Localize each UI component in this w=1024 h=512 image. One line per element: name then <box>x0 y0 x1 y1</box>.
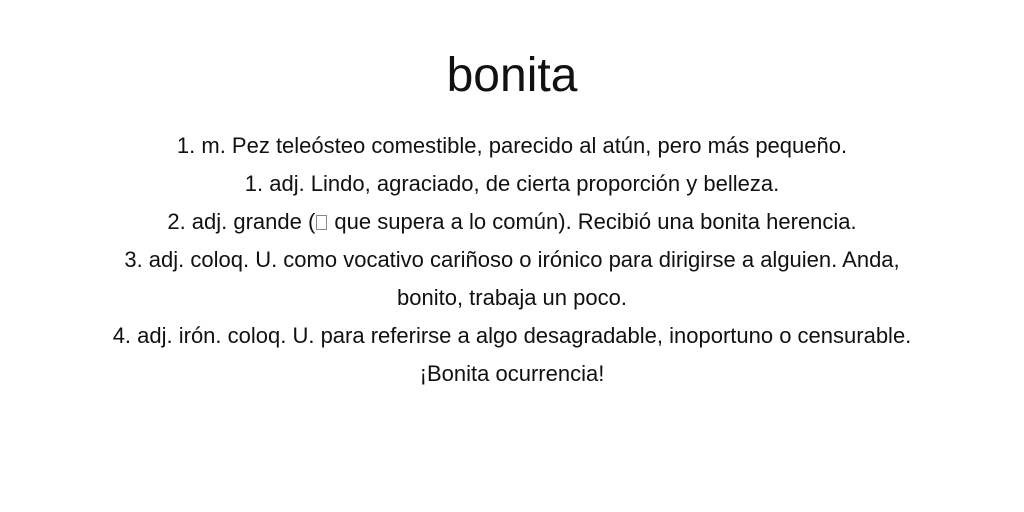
definition-3-after: que supera a lo común). Recibió una bonita herencia. <box>328 209 857 234</box>
definition-2: 1. adj. Lindo, agraciado, de cierta proporción y belleza. <box>244 171 780 196</box>
definition-4: 3. adj. coloq. U. como vocativo cariñoso o irónico para dirigirse a alguien. Anda, bonito, trabaja un poco. <box>124 247 900 310</box>
definition-3 <box>92 203 932 241</box>
definition-5: 4. adj. irón. coloq. U. para referirse a algo desagradable, inoportuno o censurable. ¡Bonita ocurrencia! <box>112 323 912 386</box>
missing-glyph-icon <box>316 215 327 230</box>
definition-3-before: 2. adj. grande ( <box>167 209 316 234</box>
entry-title: bonita <box>446 49 578 102</box>
definitions-list <box>92 127 932 393</box>
definition-1: 1. m. Pez teleósteo comestible, parecido al atún, pero más pequeño. <box>176 133 848 158</box>
